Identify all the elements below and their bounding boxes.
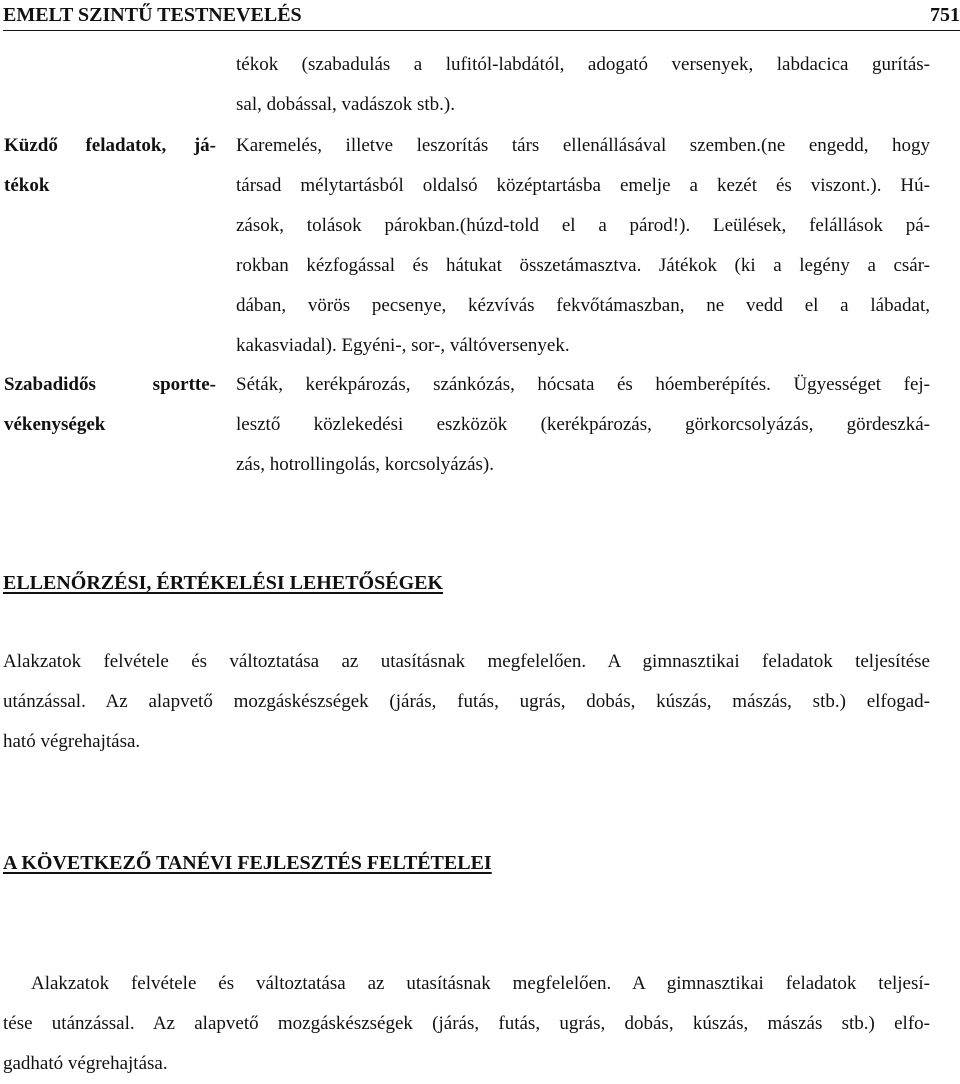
label-line: Szabadidős sportte- [4,374,216,395]
text-line: dában, vörös pecsenye, kézvívás fekvőtámaszban, ne vedd el a lábadat, [236,295,930,316]
page-number: 751 [930,4,960,26]
text-line: Séták, kerékpározás, szánkózás, hócsata és hóemberépítés. Ügyességet fej- [236,374,930,395]
row-label-kuzdo [4,126,216,206]
section-title-ellenorzes: ELLENŐRZÉSI, ÉRTÉKELÉSI LEHETŐSÉGEK [3,572,444,594]
text-line: zás, hotrollingolás, korcsolyázás). [236,454,495,475]
text-line: tése utánzással. Az alapvető mozgáskészségek (járás, futás, ugrás, dobás, kúszás, mászás stb.) elfo- [3,1013,930,1034]
kuzdo-paragraph [236,126,930,366]
kovetkezo-paragraph [3,964,930,1084]
label-line: Küzdő feladatok, já- [4,135,216,156]
text-line: rokban kézfogással és hátukat összetámasztva. Játékok (ki a legény a csár- [236,255,930,276]
text-line: sal, dobással, vadászok stb.). [236,94,455,115]
page-header [3,4,960,31]
section-title-kovetkezo: A KÖVETKEZŐ TANÉVI FEJLESZTÉS FELTÉTELEI [3,852,492,874]
header-title: EMELT SZINTŰ TESTNEVELÉS [3,4,302,26]
label-line: vékenységek [4,414,106,435]
text-line: Karemelés, illetve leszorítás társ ellenállásával szemben.(ne engedd, hogy [236,135,930,156]
szabadido-paragraph [236,365,930,485]
text-line: utánzással. Az alapvető mozgáskészségek (járás, futás, ugrás, dobás, kúszás, mászás, stb.) elfogad- [3,691,930,712]
text-line: kakasviadal). Egyéni-, sor-, váltóversenyek. [236,335,570,356]
text-line: lesztő közlekedési eszközök (kerékpározás, görkorcsolyázás, gördeszká- [236,414,930,435]
label-line: tékok [4,175,50,196]
text-line: gadható végrehajtása. [3,1053,168,1074]
text-line: társad mélytartásból oldalsó középtartásba emelje a kezét és viszont.). Hú- [236,175,930,196]
text-line: ható végrehajtása. [3,731,141,752]
row-label-szabadido [4,365,216,445]
text-line: tékok (szabadulás a lufitól-labdától, adogató versenyek, labdacica gurítás- [236,54,930,75]
text-line: Alakzatok felvétele és változtatása az utasításnak megfelelően. A gimnasztikai feladatok teljesí- [31,973,930,994]
text-line: zások, tolások párokban.(húzd-told el a párod!). Leülések, felállások pá- [236,215,930,236]
text-line: Alakzatok felvétele és változtatása az utasításnak megfelelően. A gimnasztikai feladatok teljesítése [3,651,930,672]
intro-paragraph [236,45,930,125]
ellenorzes-paragraph [3,642,930,762]
